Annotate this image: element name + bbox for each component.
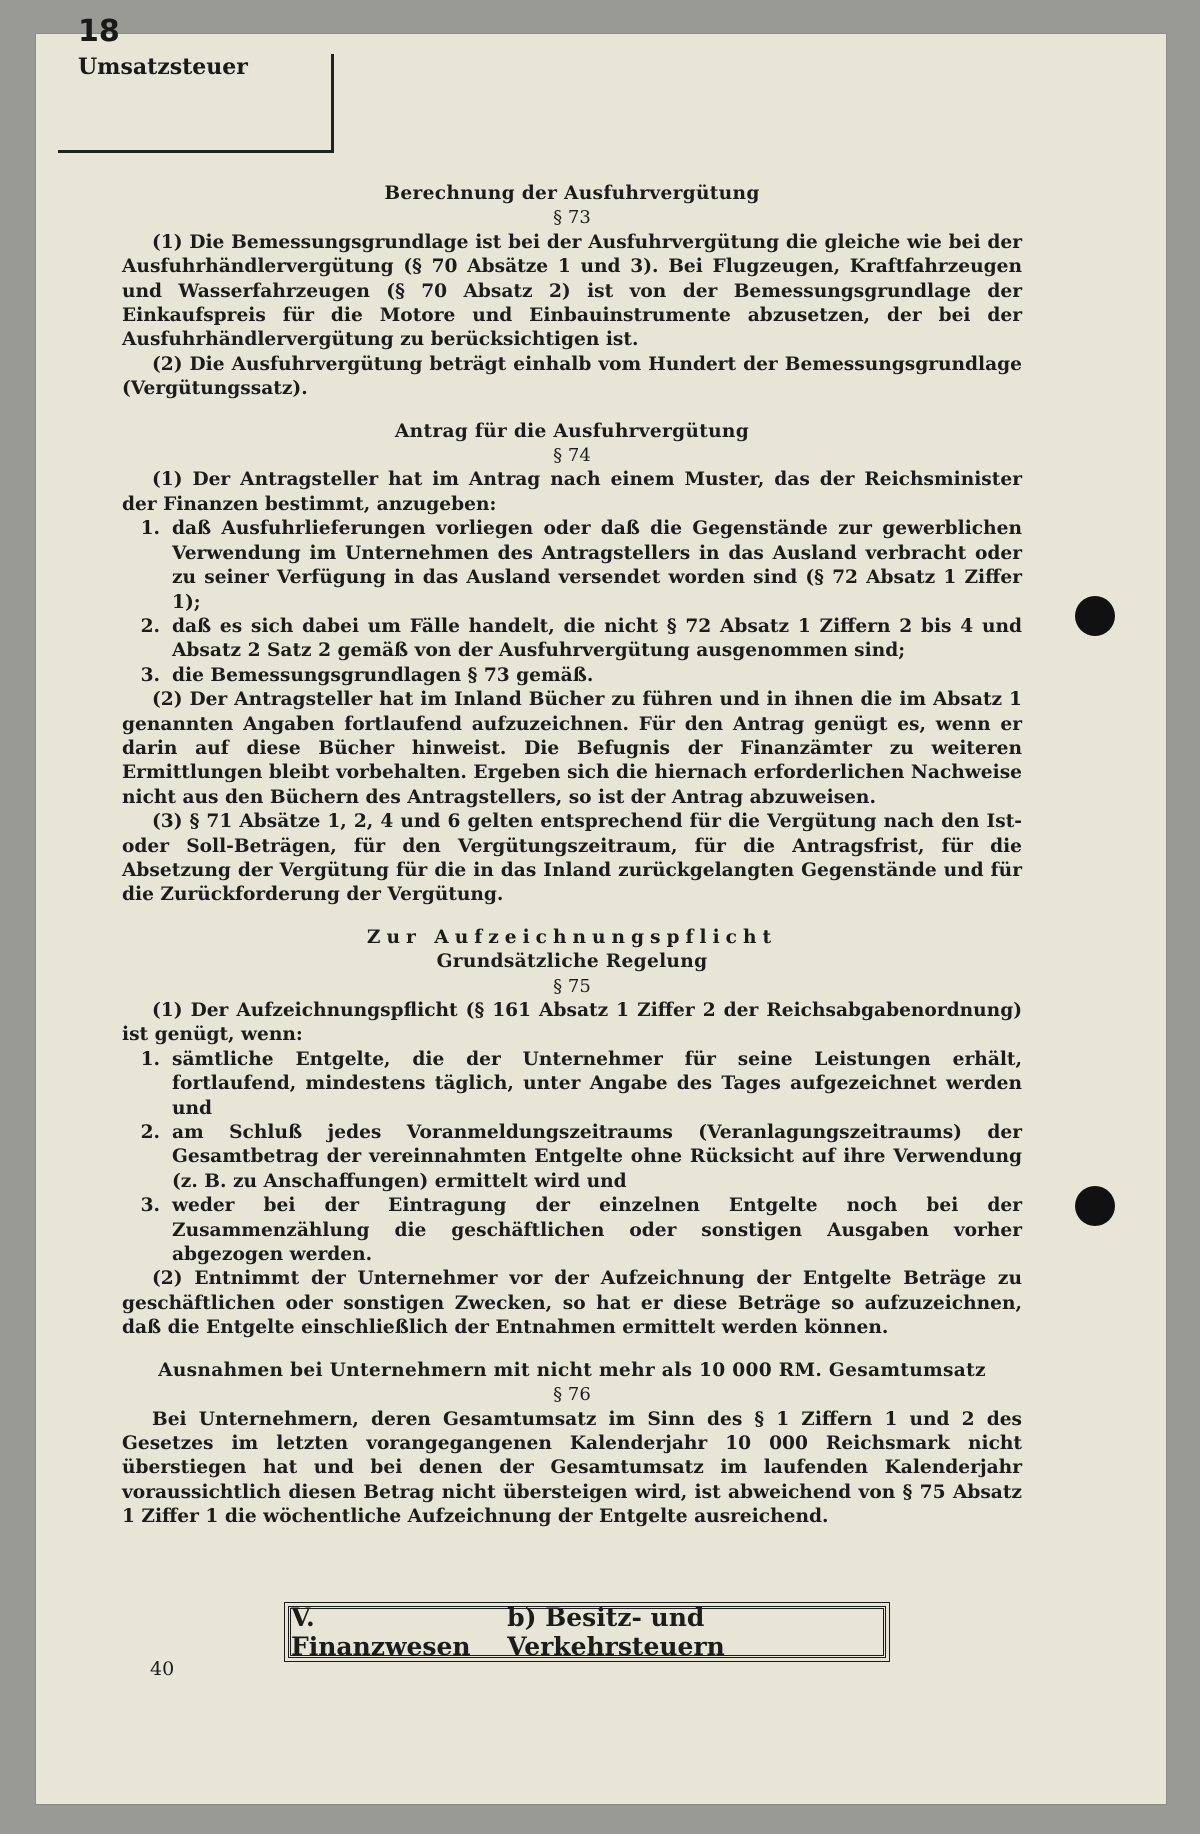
paragraph-text: (1) Die Bemessungsgrundlage ist bei der Ausfuhrvergütung die gleiche wie bei der Ausfuhrhändlervergütung (§ 70 Absätze 1 und 3). Bei Flugzeugen, Kraftfahrzeugen und Wasserfahrzeugen (§ 70 Absatz 2) ist von der Bemessungsgrundlage der Einkaufspreis für die Motore und Einbauinstrumente abzusetzen, der bei der Ausfuhrhändlervergütung zu berücksichtigen ist. <box>122 231 1022 351</box>
list-item-text: daß Ausfuhrlieferungen vorliegen oder daß die Gegenstände zur gewerblichen Verwendung im Unternehmen des Antragstellers in das Ausland verbracht oder zu seiner Verfügung in das Ausland versendet worden sind (§ 72 Absatz 1 Ziffer 1); <box>172 518 1022 613</box>
paragraph-number: § 74 <box>553 445 591 467</box>
list-item-number: 1. <box>140 1048 160 1070</box>
punch-hole <box>1075 1186 1115 1226</box>
paragraph-text: (2) Der Antragsteller hat im Inland Bücher zu führen und in ihnen die im Absatz 1 genannten Angaben fortlaufend aufzuzeichnen. Für den Antrag genügt es, wenn er darin auf diese Bücher hinweist. Die Befugnis der Finanzämter zu weiteren Ermittlungen bleibt vorbehalten. Ergeben sich die hiernach erforderlichen Nachweise nicht aus den Büchern des Antragstellers, so ist der Antrag abzuweisen. <box>122 689 1022 808</box>
header-number: 18 <box>78 14 120 49</box>
section-73 <box>122 182 1022 402</box>
list-item <box>122 1048 1022 1121</box>
section-75 <box>122 926 1022 1341</box>
section-heading: Berechnung der Ausfuhrvergütung <box>384 183 760 204</box>
footer-section: b) Besitz- und Verkehrsteuern <box>507 1603 725 1661</box>
list-item-number: 2. <box>140 1122 160 1144</box>
section-heading: Antrag für die Ausfuhrvergütung <box>394 420 750 442</box>
list-item-text: die Bemessungsgrundlagen § 73 gemäß. <box>172 664 594 686</box>
paragraph-number: § 75 <box>553 975 591 997</box>
list-item-number: 2. <box>140 615 160 637</box>
section-heading: Ausnahmen bei Unternehmern mit nicht mehr als 10 000 RM. Gesamtumsatz <box>158 1359 986 1381</box>
paragraph-text: Bei Unternehmern, deren Gesamtumsatz im Sinn des § 1 Ziffern 1 und 2 des Gesetzes im letzten vorangegangenen Kalenderjahr 10 000 Reichsmark nicht überstiegen hat und bei denen der Gesamtumsatz im laufenden Kalenderjahr voraussichtlich diesen Betrag nicht übersteigen wird, ist abweichend von § 75 Absatz 1 Ziffer 1 die wöchentliche Aufzeichnung der Entgelte ausreichend. <box>122 1408 1022 1528</box>
list-item <box>122 1121 1022 1194</box>
header-title: Umsatzsteuer <box>78 54 248 80</box>
footer-category-box <box>288 1603 886 1661</box>
paragraph-number: § 76 <box>553 1384 591 1406</box>
list-item <box>122 615 1022 664</box>
list-item <box>122 517 1022 615</box>
paragraph-text: (2) Die Ausfuhrvergütung beträgt einhalb vom Hundert der Bemessungsgrundlage (Vergütungssatz). <box>122 353 1022 400</box>
list-item-number: 3. <box>140 664 160 686</box>
paragraph-number: § 73 <box>553 207 591 229</box>
section-74 <box>122 420 1022 908</box>
paragraph-text: (2) Entnimmt der Unternehmer vor der Aufzeichnung der Entgelte Beträge zu geschäftlichen oder sonstigen Zwecken, so hat er diese Beträge so aufzuzeichnen, daß die Entgelte einschließlich der Entnahmen ermittelt werden können. <box>122 1268 1022 1339</box>
list-item-text: daß es sich dabei um Fälle handelt, die nicht § 72 Absatz 1 Ziffern 2 bis 4 und Absatz 2 Satz 2 gemäß von der Ausfuhrvergütung ausgenommen sind; <box>172 615 1022 662</box>
list-item-text: weder bei der Eintragung der einzelnen Entgelte noch bei der Zusammenzählung die geschäftlichen oder sonstigen Ausgaben vorher abgezogen werden. <box>172 1195 1022 1266</box>
paragraph-text: (1) Der Antragsteller hat im Antrag nach einem Muster, das der Reichsminister der Finanzen bestimmt, anzugeben: <box>122 469 1022 515</box>
document-body <box>122 182 1022 1548</box>
list-item-text: sämtliche Entgelte, die der Unternehmer für seine Leistungen erhält, fortlaufend, mindestens täglich, unter Angabe des Tages aufgezeichnet werden und <box>172 1048 1022 1119</box>
list-item-text: am Schluß jedes Voranmeldungszeitraums (Veranlagungszeitraums) der Gesamtbetrag der vereinnahmten Entgelte ohne Rücksicht auf ihre Verwendung (z. B. zu Anschaffungen) ermittelt wird und <box>172 1122 1022 1192</box>
paragraph-text: (1) Der Aufzeichnungspflicht (§ 161 Absatz 1 Ziffer 2 der Reichsabgabenordnung) ist genügt, wenn: <box>122 1000 1022 1046</box>
section-76 <box>122 1359 1022 1530</box>
punch-hole <box>1075 596 1115 636</box>
section-heading: Grundsätzliche Regelung <box>436 951 708 973</box>
page-number: 40 <box>150 1658 175 1680</box>
list-item <box>122 1194 1022 1267</box>
paragraph-text: (3) § 71 Absätze 1, 2, 4 und 6 gelten entsprechend für die Vergütung nach den Ist- oder Soll-Beträgen, für den Vergütungszeitraum, für die Antragsfrist, für die Absetzung der Vergütung für die in das Inland zurückgelangten Gegenstände und für die Zurückforderung der Vergütung. <box>122 811 1022 906</box>
footer-chapter: V. Finanzwesen <box>291 1603 471 1661</box>
list-item <box>122 664 1022 688</box>
list-item-number: 1. <box>140 518 160 540</box>
chapter-heading: Zur Aufzeichnungspflicht <box>366 926 778 948</box>
list-item-number: 3. <box>140 1195 160 1217</box>
